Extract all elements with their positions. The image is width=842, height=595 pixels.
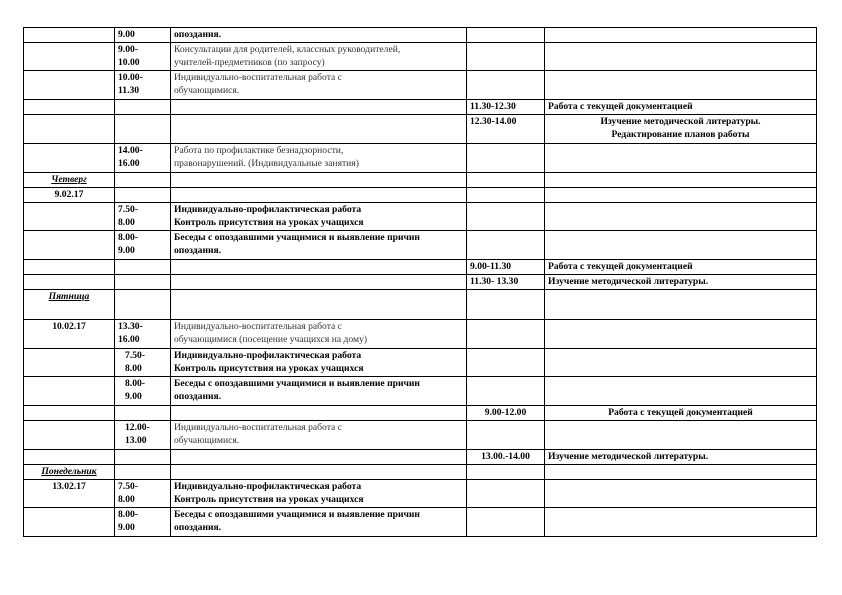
method-activity-cell xyxy=(545,100,817,115)
method-activity-cell xyxy=(545,508,817,537)
table-row xyxy=(24,377,817,406)
method-activity-cell xyxy=(545,480,817,508)
table-row xyxy=(24,231,817,260)
method-activity-cell xyxy=(545,465,817,480)
table-row xyxy=(24,480,817,508)
method-time-cell xyxy=(467,115,545,144)
time-cell xyxy=(115,349,171,377)
day-cell xyxy=(24,275,115,290)
table-row xyxy=(24,465,817,480)
activity-cell-text: Работа по профилактике безнадзорности, правонарушений. (Индивидуальные занятия) xyxy=(174,145,359,169)
activity-cell-text: Индивидуально-воспитательная работа с обучающимися. xyxy=(174,422,342,446)
method-time-cell xyxy=(467,231,545,260)
activity-cell xyxy=(171,450,467,465)
day-cell-text: Пятница xyxy=(48,291,90,302)
method-activity-cell xyxy=(545,231,817,260)
method-time-cell xyxy=(467,71,545,100)
method-activity-cell xyxy=(545,43,817,71)
method-time-cell xyxy=(467,28,545,43)
time-cell xyxy=(115,450,171,465)
activity-cell xyxy=(171,231,467,260)
activity-cell-text: Индивидуально-профилактическая работа Контроль присутствия на уроках учащихся xyxy=(174,481,364,505)
table-row xyxy=(24,275,817,290)
time-cell xyxy=(115,508,171,537)
day-cell xyxy=(24,377,115,406)
method-activity-cell-text: Работа с текущей документацией xyxy=(608,407,753,418)
table-row xyxy=(24,100,817,115)
time-cell-text: 8.00- 9.00 xyxy=(125,378,145,402)
time-cell xyxy=(115,260,171,275)
activity-cell-text: Индивидуально-воспитательная работа с обучающимися (посещение учащихся на дому) xyxy=(174,321,368,345)
time-cell xyxy=(115,320,171,349)
method-time-cell xyxy=(467,480,545,508)
method-time-cell xyxy=(467,275,545,290)
activity-cell xyxy=(171,173,467,188)
method-time-cell-text: 12.30-14.00 xyxy=(470,116,517,127)
table-row xyxy=(24,508,817,537)
time-cell-text: 10.00- 11.30 xyxy=(118,72,143,96)
activity-cell xyxy=(171,377,467,406)
time-cell-text: 8.00- 9.00 xyxy=(118,509,138,533)
table-row xyxy=(24,43,817,71)
method-time-cell xyxy=(467,421,545,450)
activity-cell xyxy=(171,203,467,231)
time-cell-text: 13.30- 16.00 xyxy=(118,321,143,345)
time-cell xyxy=(115,377,171,406)
table-row xyxy=(24,450,817,465)
day-cell-text: Понедельник xyxy=(41,466,97,477)
activity-cell-text: опоздания. xyxy=(174,29,222,40)
time-cell xyxy=(115,465,171,480)
method-time-cell-text: 9.00-12.00 xyxy=(484,407,527,418)
activity-cell xyxy=(171,43,467,71)
table-row xyxy=(24,71,817,100)
day-cell-text: 13.02.17 xyxy=(52,481,86,492)
table-row xyxy=(24,320,817,349)
time-cell-text: 9.00- 10.00 xyxy=(118,44,140,68)
day-cell xyxy=(24,421,115,450)
method-time-cell xyxy=(467,260,545,275)
day-cell xyxy=(24,100,115,115)
activity-cell xyxy=(171,144,467,173)
activity-cell-text: Индивидуально-профилактическая работа Контроль присутствия на уроках учащихся xyxy=(174,350,364,374)
method-activity-cell-text: Работа с текущей документацией xyxy=(548,101,693,112)
activity-cell xyxy=(171,320,467,349)
method-activity-cell xyxy=(545,144,817,173)
time-cell-text: 9.00 xyxy=(118,29,135,40)
method-time-cell-text: 11.30-12.30 xyxy=(470,101,516,112)
method-time-cell xyxy=(467,320,545,349)
activity-cell xyxy=(171,100,467,115)
activity-cell-text: Беседы с опоздавшими учащимися и выявление причин опоздания. xyxy=(174,232,420,256)
time-cell xyxy=(115,480,171,508)
day-cell xyxy=(24,231,115,260)
day-cell xyxy=(24,203,115,231)
method-activity-cell xyxy=(545,173,817,188)
day-cell xyxy=(24,508,115,537)
time-cell-text: 7.50- 8.00 xyxy=(118,481,138,505)
table-row xyxy=(24,115,817,144)
activity-cell xyxy=(171,465,467,480)
day-cell xyxy=(24,406,115,421)
method-activity-cell xyxy=(545,115,817,144)
method-time-cell xyxy=(467,508,545,537)
method-activity-cell xyxy=(545,349,817,377)
method-activity-cell xyxy=(545,260,817,275)
method-activity-cell xyxy=(545,320,817,349)
time-cell xyxy=(115,421,171,450)
table-row xyxy=(24,144,817,173)
time-cell-text: 7.50- 8.00 xyxy=(118,204,138,228)
activity-cell-text: Консультации для родителей, классных руководителей, учителей-предметников (по запросу) xyxy=(174,44,401,68)
table-row xyxy=(24,349,817,377)
method-activity-cell xyxy=(545,28,817,43)
activity-cell-text: Беседы с опоздавшими учащимися и выявление причин опоздания. xyxy=(174,509,420,533)
table-row xyxy=(24,28,817,43)
activity-cell xyxy=(171,508,467,537)
method-time-cell xyxy=(467,173,545,188)
activity-cell xyxy=(171,188,467,203)
day-cell xyxy=(24,144,115,173)
activity-cell xyxy=(171,115,467,144)
time-cell-text: 12.00- 13.00 xyxy=(125,422,150,446)
table-row xyxy=(24,406,817,421)
time-cell-text: 14.00- 16.00 xyxy=(118,145,143,169)
method-activity-cell-text: Изучение методической литературы. Редактирование планов работы xyxy=(600,116,761,140)
method-activity-cell xyxy=(545,421,817,450)
activity-cell xyxy=(171,290,467,320)
day-cell xyxy=(24,260,115,275)
method-time-cell xyxy=(467,203,545,231)
time-cell xyxy=(115,173,171,188)
day-cell xyxy=(24,43,115,71)
method-time-cell xyxy=(467,188,545,203)
day-cell xyxy=(24,450,115,465)
time-cell xyxy=(115,100,171,115)
method-time-cell xyxy=(467,450,545,465)
day-cell xyxy=(24,115,115,144)
method-activity-cell xyxy=(545,275,817,290)
day-cell-text: 9.02.17 xyxy=(54,189,84,200)
schedule-body xyxy=(24,28,817,537)
activity-cell xyxy=(171,71,467,100)
time-cell xyxy=(115,406,171,421)
method-activity-cell xyxy=(545,188,817,203)
time-cell xyxy=(115,71,171,100)
method-activity-cell xyxy=(545,406,817,421)
activity-cell-text: Индивидуально-профилактическая работа Контроль присутствия на уроках учащихся xyxy=(174,204,364,228)
day-cell xyxy=(24,290,115,320)
table-row xyxy=(24,188,817,203)
time-cell xyxy=(115,290,171,320)
time-cell-text: 7.50- 8.00 xyxy=(125,350,145,374)
method-activity-cell xyxy=(545,450,817,465)
day-cell xyxy=(24,320,115,349)
day-cell xyxy=(24,71,115,100)
time-cell xyxy=(115,203,171,231)
method-activity-cell xyxy=(545,71,817,100)
time-cell xyxy=(115,275,171,290)
day-cell xyxy=(24,480,115,508)
method-activity-cell xyxy=(545,290,817,320)
time-cell xyxy=(115,231,171,260)
activity-cell xyxy=(171,421,467,450)
time-cell xyxy=(115,115,171,144)
time-cell-text: 8.00- 9.00 xyxy=(118,232,138,256)
method-time-cell xyxy=(467,144,545,173)
table-row xyxy=(24,173,817,188)
activity-cell xyxy=(171,349,467,377)
activity-cell xyxy=(171,480,467,508)
table-row xyxy=(24,290,817,320)
activity-cell-text: Беседы с опоздавшими учащимися и выявление причин опоздания. xyxy=(174,378,420,402)
method-activity-cell xyxy=(545,203,817,231)
method-time-cell xyxy=(467,100,545,115)
day-cell xyxy=(24,465,115,480)
day-cell-text: Четверг xyxy=(51,174,87,185)
method-activity-cell-text: Изучение методической литературы. xyxy=(548,451,709,462)
time-cell xyxy=(115,43,171,71)
method-time-cell-text: 9.00-11.30 xyxy=(470,261,512,272)
method-time-cell-text: 11.30- 13.30 xyxy=(470,276,519,287)
method-time-cell xyxy=(467,349,545,377)
day-cell xyxy=(24,173,115,188)
table-row xyxy=(24,421,817,450)
table-row xyxy=(24,260,817,275)
method-activity-cell-text: Работа с текущей документацией xyxy=(548,261,693,272)
method-time-cell xyxy=(467,406,545,421)
method-activity-cell-text: Изучение методической литературы. xyxy=(548,276,709,287)
schedule-table xyxy=(23,27,817,537)
method-time-cell-text: 13.00.-14.00 xyxy=(481,451,530,462)
time-cell xyxy=(115,144,171,173)
time-cell xyxy=(115,188,171,203)
time-cell xyxy=(115,28,171,43)
method-time-cell xyxy=(467,377,545,406)
method-time-cell xyxy=(467,465,545,480)
day-cell xyxy=(24,349,115,377)
method-time-cell xyxy=(467,43,545,71)
activity-cell xyxy=(171,275,467,290)
activity-cell-text: Индивидуально-воспитательная работа с обучающимися. xyxy=(174,72,342,96)
day-cell xyxy=(24,28,115,43)
activity-cell xyxy=(171,406,467,421)
activity-cell xyxy=(171,260,467,275)
day-cell-text: 10.02.17 xyxy=(52,321,86,332)
method-time-cell xyxy=(467,290,545,320)
day-cell xyxy=(24,188,115,203)
method-activity-cell xyxy=(545,377,817,406)
table-row xyxy=(24,203,817,231)
activity-cell xyxy=(171,28,467,43)
